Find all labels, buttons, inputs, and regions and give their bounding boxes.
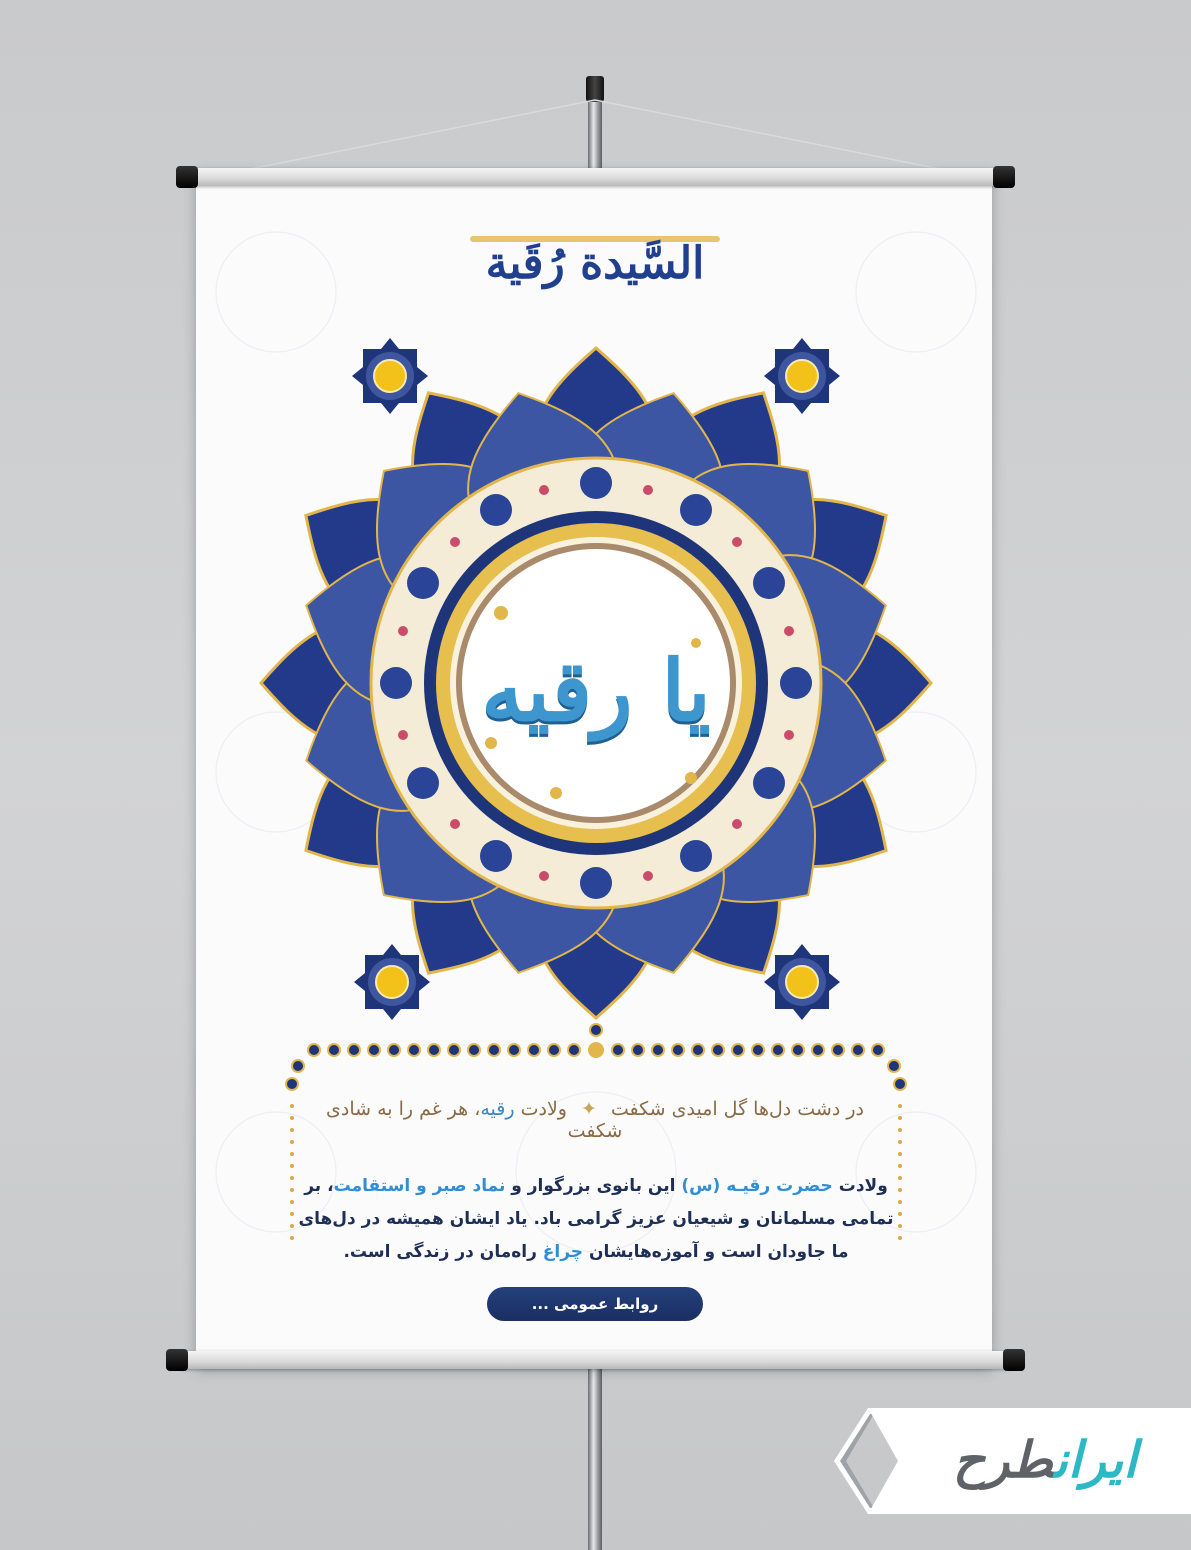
top-rod-right-cap	[993, 166, 1015, 188]
logo-part-1: ایران	[1053, 1431, 1138, 1489]
bottom-rod-left-cap	[166, 1349, 188, 1371]
top-rod	[186, 168, 1004, 186]
bottom-rod	[176, 1351, 1014, 1369]
verse-part-2-after: ، هر غم را به شادی شکفت	[325, 1098, 623, 1142]
body-text-1: ولادت	[832, 1176, 888, 1196]
footer-signature-pill: روابط عمومی ...	[487, 1287, 703, 1321]
medallion-calligraphy: یا رقیه	[481, 641, 711, 740]
verse-separator: ✦	[580, 1098, 597, 1120]
body-text-4: راه‌مان در زندگی است.	[343, 1242, 543, 1262]
top-rod-left-cap	[176, 166, 198, 188]
body-highlight-1: حضرت رقیـه (س)	[681, 1176, 833, 1196]
verse-part-2-before: ولادت	[514, 1098, 567, 1120]
watermark-logo	[905, 1428, 1185, 1492]
body-highlight-3: چراغ	[542, 1242, 584, 1262]
body-paragraph	[296, 1170, 896, 1269]
body-highlight-2: نماد صبر و استقامت	[333, 1176, 506, 1196]
verse-name-highlight: رقیه	[480, 1098, 515, 1120]
page-title: السَّیدة رُقَیة	[485, 238, 705, 289]
verse-part-1: در دشت دل‌ها گل امیدی شکفت	[610, 1098, 864, 1120]
logo-part-2: طرح	[952, 1431, 1054, 1489]
body-text-3: ، بر تمامی مسلمانان و شیعیان عزیز گرامی باد. یاد ایشان همیشه در دل‌های ما جاودان است و آموزه‌هایشان	[298, 1176, 894, 1262]
verse-line	[300, 1098, 890, 1142]
logo-chevron-icon	[834, 1408, 878, 1514]
bottom-rod-right-cap	[1003, 1349, 1025, 1371]
body-text-2: این بانوی بزرگوار و	[505, 1176, 682, 1196]
